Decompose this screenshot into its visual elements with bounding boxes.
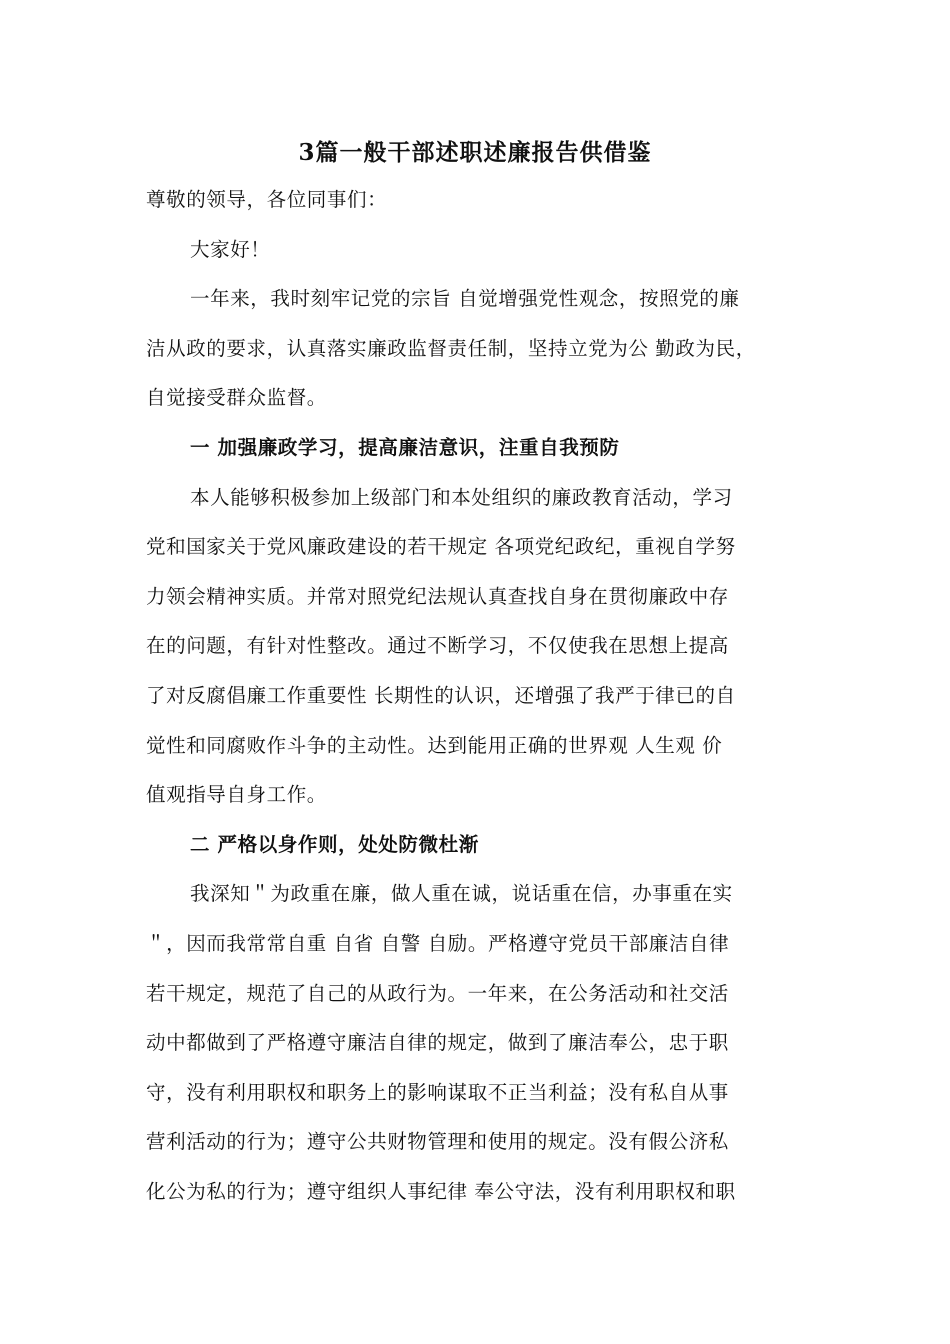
- body-text-line: ＂，因而我常常自重 自省 自警 自励。严格遵守党员干部廉洁自律: [146, 931, 730, 955]
- body-text-line: 尊敬的领导，各位同事们：: [146, 188, 388, 211]
- body-text-line: 在的问题，有针对性整改。通过不断学习，不仅使我在思想上提高: [146, 634, 729, 658]
- body-text-line: 党和国家关于党风廉政建设的若干规定 各项党纪政纪，重视自学努: [146, 535, 736, 559]
- body-text-line: 觉性和同腐败作斗争的主动性。达到能用正确的世界观 人生观 价: [146, 733, 723, 757]
- body-text-line: 了对反腐倡廉工作重要性 长期性的认识，还增强了我严于律已的自: [146, 683, 736, 707]
- body-text-line: 营利活动的行为；遵守公共财物管理和使用的规定。没有假公济私: [146, 1130, 729, 1154]
- body-text-line: 一年来，我时刻牢记党的宗旨 自觉增强党性观念，按照党的廉: [190, 287, 740, 311]
- body-text-line: 大家好！: [190, 237, 271, 261]
- body-text-line: 守，没有利用职权和职务上的影响谋取不正当利益；没有私自从事: [146, 1080, 729, 1104]
- body-text-line: 自觉接受群众监督。: [146, 386, 327, 410]
- body-text-line: 我深知＂为政重在廉，做人重在诚，说话重在信，办事重在实: [190, 882, 733, 906]
- body-text-line: 本人能够积极参加上级部门和本处组织的廉政教育活动，学习: [190, 485, 733, 509]
- body-text-line: 若干规定，规范了自己的从政行为。一年来，在公务活动和社交活: [146, 981, 729, 1005]
- body-text-line: 力领会精神实质。并常对照党纪法规认真查找自身在贯彻廉政中存: [146, 584, 729, 608]
- document-title: 3篇一般干部述职述廉报告供借鉴: [298, 139, 652, 166]
- section-heading: 二 严格以身作则，处处防微杜渐: [190, 832, 479, 856]
- body-text-line: 洁从政的要求，认真落实廉政监督责任制，坚持立党为公 勤政为民，: [146, 336, 756, 360]
- body-text-line: 动中都做到了严格遵守廉洁自律的规定，做到了廉洁奉公，忠于职: [146, 1031, 729, 1055]
- body-text-line: 值观指导自身工作。: [146, 783, 327, 807]
- document-body: [146, 182, 816, 1223]
- section-heading: 一 加强廉政学习，提高廉洁意识，注重自我预防: [190, 435, 620, 459]
- body-text-line: 化公为私的行为；遵守组织人事纪律 奉公守法，没有利用职权和职: [146, 1179, 736, 1203]
